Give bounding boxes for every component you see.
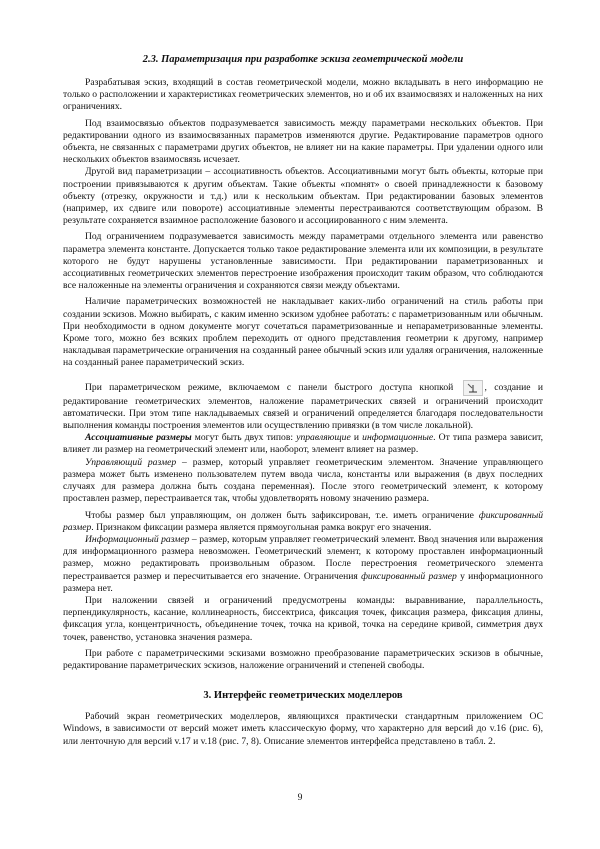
term-associative-dimensions: Ассоциативные размеры — [85, 432, 192, 444]
paragraph-2: Под взаимосвязью объектов подразумевается зависимость между параметрами нескольких объектов. При редактировании одного из взаимосвязанных параметров изменяются другие. Редактирование параметров одного объекта, не связанных с параметрами других объектов, не влияет ни на какие параметры. При удалении одного или нескольких объектов взаимосвязь исчезает. — [63, 117, 543, 166]
document-page — [63, 54, 543, 748]
term-control-dimension: Управляющий размер — [85, 456, 177, 468]
paragraph-6 — [63, 380, 543, 433]
paragraph-8-text: – размер, который управляет геометрическим элементом. Значение управляющего размера может быть изменено пользователем путем ввода числа, константы или выражения (в двух последних случаях для размера должна быть создана переменная). После этого геометрический элемент, к которому проставлен размер, перестраивается так, чтобы удовлетворять новому значению размера. — [63, 456, 543, 505]
term-informational-dimension: Информационный размер — [85, 533, 190, 545]
paragraph-9-text-1: Чтобы размер был управляющим, он должен быть зафиксирован, т.е. иметь ограничение — [85, 509, 479, 521]
section-2-title: 3. Интерфейс геометрических моделлеров — [203, 690, 403, 702]
paragraph-10-text-1: – размер, которым управляет геометрический элемент. Ввод значения или выражения для информационного размера невозможен. Геометрический элемент, к которому проставлен информационный размер, можно редактировать произвольным образом. После перестроения геометрического элемента перестраивается размер и пересчитывается его значение. Ограничения — [63, 533, 543, 582]
term-fixed-dimension-2: фиксированный размер — [361, 570, 457, 582]
paragraph-11: При наложении связей и ограничений предусмотрены команды: выравнивание, параллельность, перпендикулярность, касание, коллинеарность, биссектриса, фиксация точек, фиксация размера, фиксация длины, фиксация угла, концентричность, объединение точек, точка на кривой, точка на середине кривой, симметрия двух точек, равенство, установка значения размера. — [63, 594, 543, 643]
parametric-mode-icon — [463, 380, 483, 396]
paragraph-9-text-2: . Признаком фиксации размера является прямоугольная рамка вокруг его значения. — [91, 521, 432, 533]
section-title: 2.3. Параметризация при разработке эскиза геометрической модели — [142, 54, 464, 65]
paragraph-7-text-1: могут быть двух типов: — [191, 432, 297, 444]
paragraph-12: При работе с параметрическими эскизами возможно преобразование параметрических эскизов в обычные, редактирование параметрических эскизов, наложение ограничений и степеней свободы. — [63, 647, 543, 671]
term-fixed-dimension: фиксированный размер — [63, 509, 543, 533]
paragraph-6-start: При параметрическом режиме, включаемом с панели быстрого доступа кнопкой — [85, 381, 454, 393]
paragraph-10 — [63, 534, 543, 595]
term-informational: информационные — [362, 432, 434, 444]
term-control: управляющие — [296, 432, 351, 444]
paragraph-7-text-2: и — [350, 432, 363, 444]
paragraph-1: Разрабатывая эскиз, входящий в состав геометрической модели, можно вкладывать в него информацию не только о расположении и характеристиках геометрических элементов, но и об их взаимосвязях и наложенных на них ограничениях. — [63, 77, 543, 113]
paragraph-7 — [63, 432, 543, 456]
paragraph-7-text-3: . От типа размера зависит, влияет ли размер на геометрический элемент или, наоборот, элемент влияет на размер. — [63, 432, 544, 456]
paragraph-9 — [63, 510, 543, 534]
paragraph-8 — [63, 457, 543, 506]
paragraph-10-text-2: у информационного размера нет. — [63, 570, 543, 594]
paragraph-13: Рабочий экран геометрических моделлеров, являющихся практически стандартным приложением ОС Windows, в зависимости от версий может иметь классическую форму, что характерно для версий до v.16 (рис. 6), или ленточную для версий v.17 и v.18 (рис. 7, 8). Описание элементов интерфейса представлено в табл. 2. — [63, 711, 543, 747]
paragraph-4: Под ограничением подразумевается зависимость между параметрами отдельного элемента или равенство параметра элемента константе. Допускается только такое редактирование элемента или их композиции, в результате которого не будут нарушены установленные зависимости. При редактировании параметризованных и ассоциативных геометрических элементов перестроение изображения происходит таким образом, что соблюдаются все наложенные на элементы ограничения и сохраняются связи между объектами. — [63, 231, 543, 292]
paragraph-5: Наличие параметрических возможностей не накладывает каких-либо ограничений на стиль работы при создании эскизов. Можно выбирать, с каким именно эскизом удобнее работать: с параметризованным или обычным. При необходимости в одном документе могут сочетаться параметризованные и непараметризованные элементы. Кроме того, можно без всяких проблем переходить от одного представления геометрии к другому, например накладывая параметрические ограничения на созданный ранее обычный эскиз или удаляя ограничения, наложенные на созданный ранее параметрический эскиз. — [63, 296, 543, 369]
page-number: 9 — [297, 792, 303, 803]
paragraph-6-end: , создание и редактирование геометрических элементов, наложение параметрических связей и ограничений происходит автоматически. При этом типе накладываемых связей и ограничений определяется благодаря последовательности выполнения команды построения элементов или осуществлению привязки (в том числе локальной). — [63, 381, 543, 432]
paragraph-3: Другой вид параметризации – ассоциативность объектов. Ассоциативными могут быть объекты, которые при построении привязываются к другим объектам. Такие объекты «помнят» о своей принадлежности к базовому объекту (отрезку, окружности и т.д.) или к нескольким объектам. При редактировании базовых элементов (например, их сдвиге или повороте) ассоциативные элементы перестраиваются соответствующим образом. В результате сохраняется взаимное расположение базового и ассоциированного с ним элемента. — [63, 166, 543, 227]
